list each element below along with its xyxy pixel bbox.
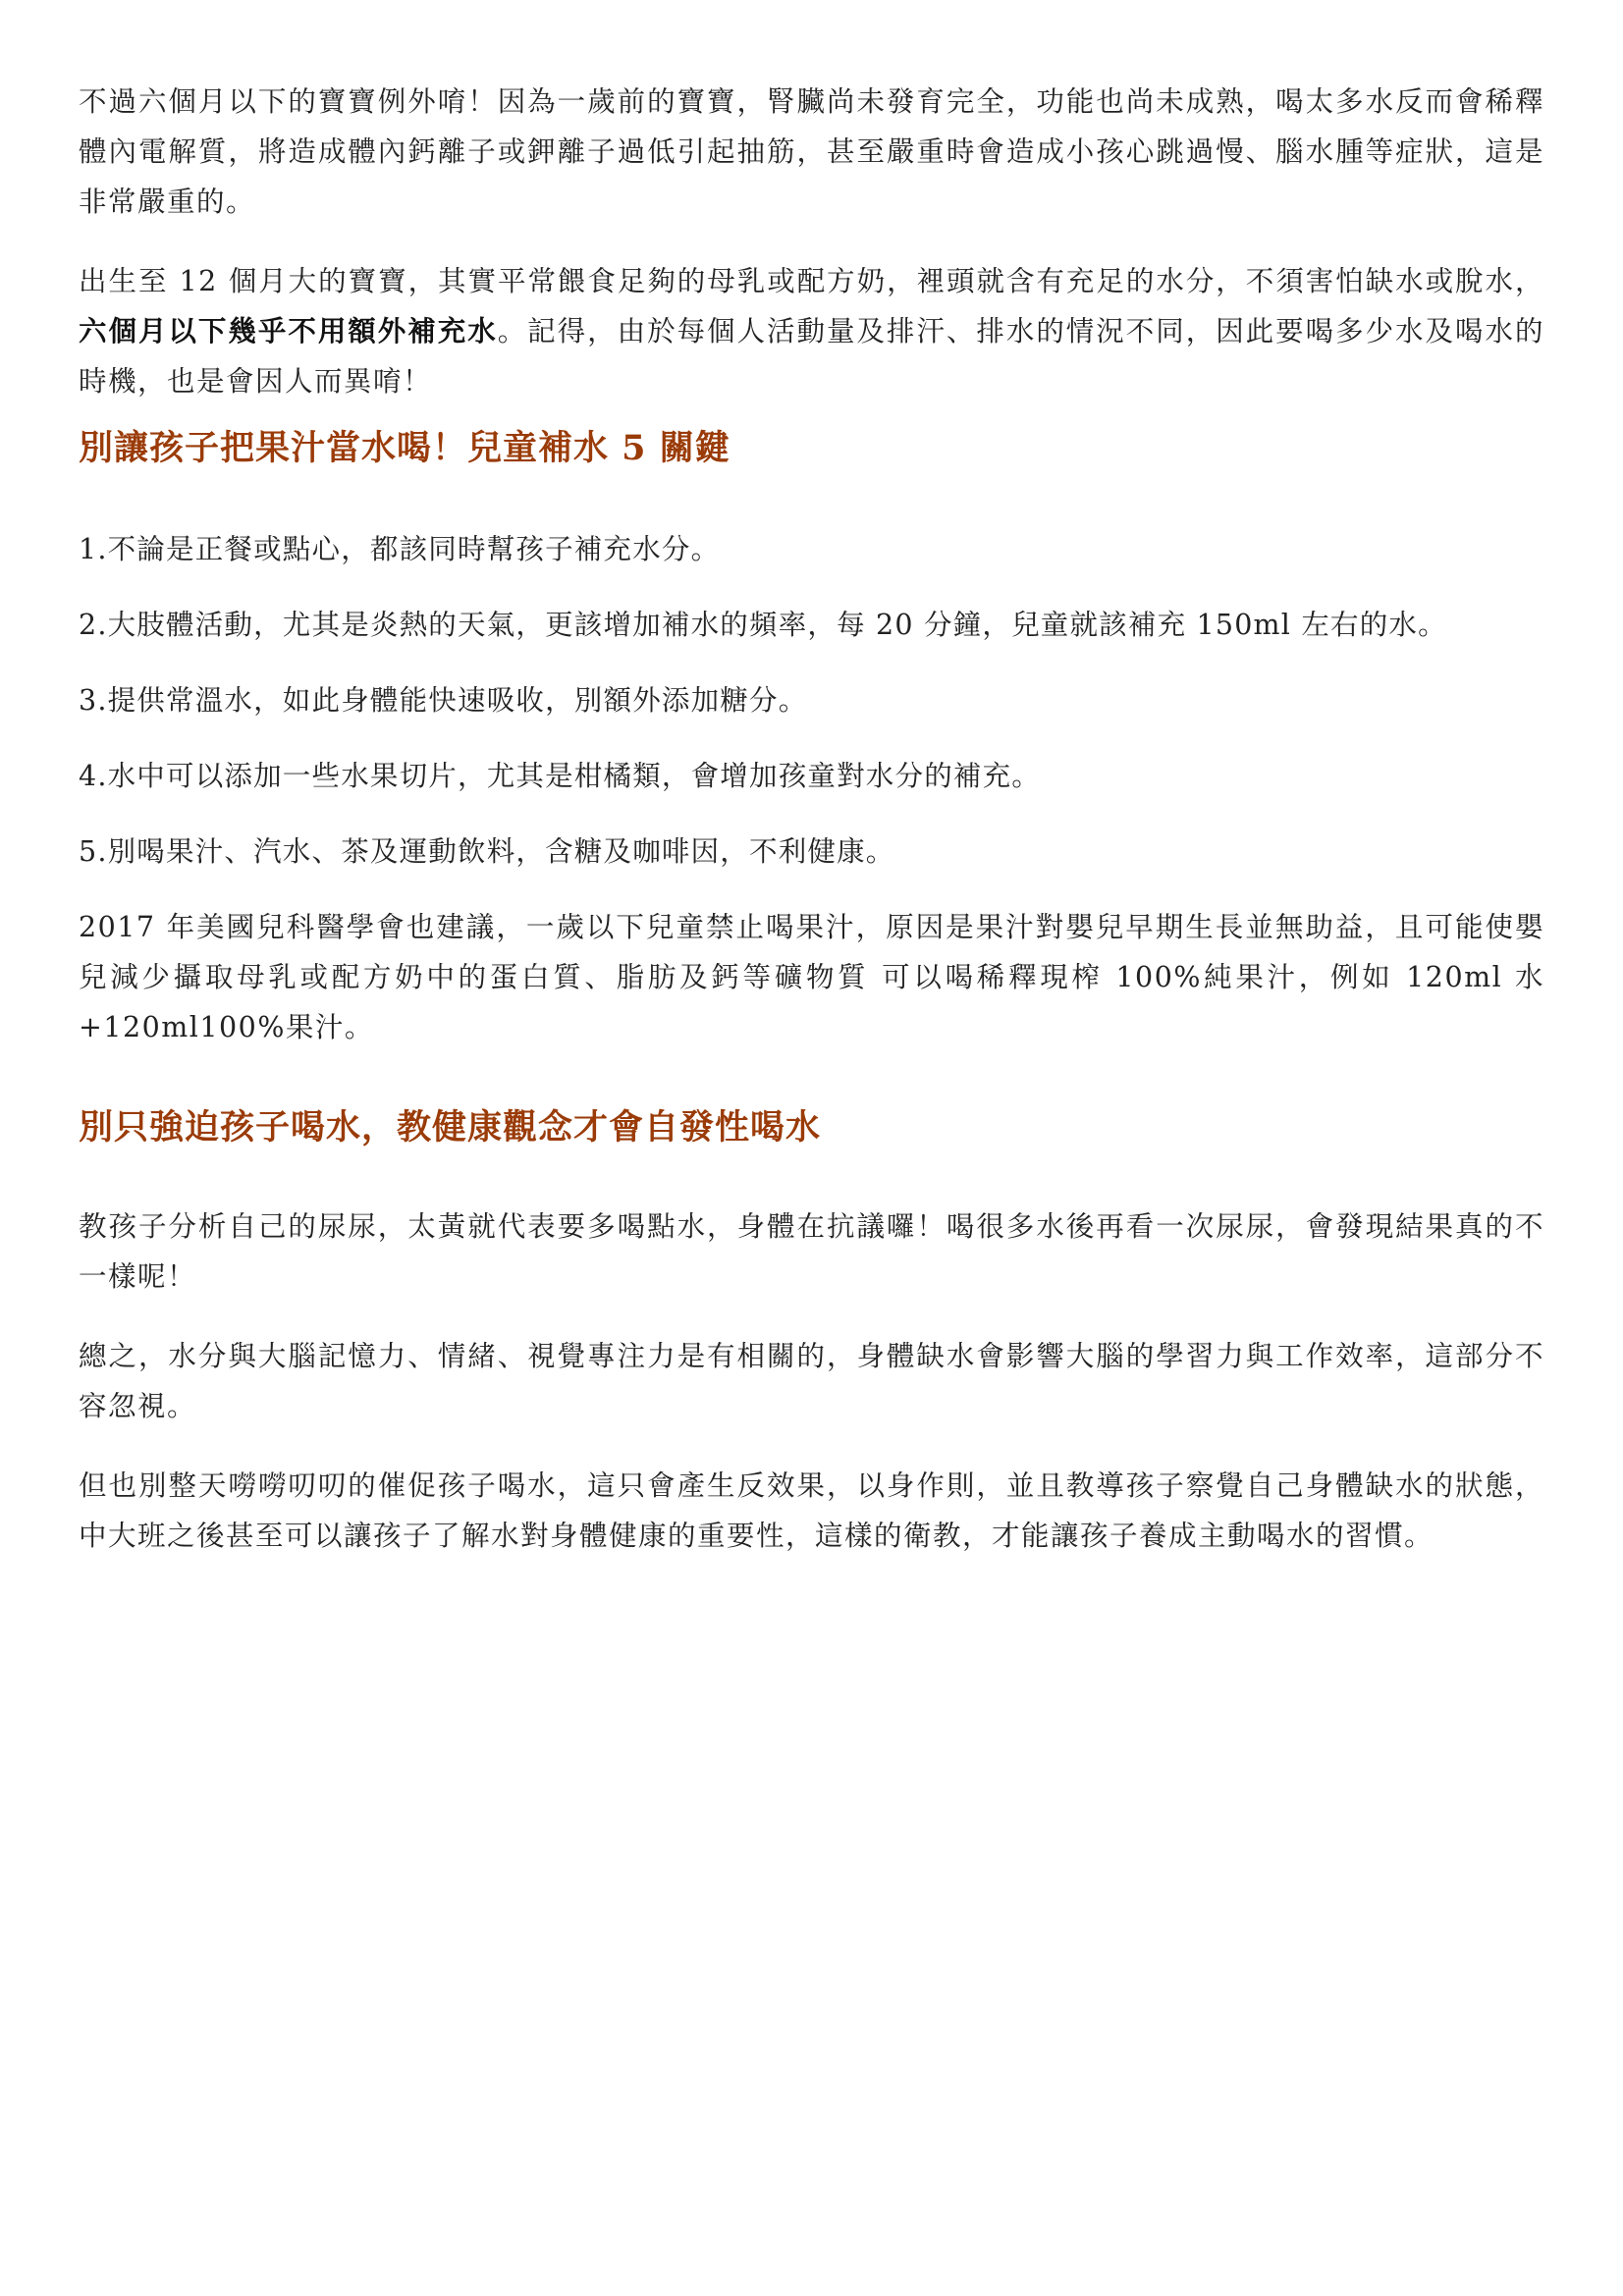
list-item: 2.大肢體活動，尤其是炎熱的天氣，更該增加補水的頻率，每 20 分鐘，兒童就該補充 150ml 左右的水。 <box>79 609 1447 641</box>
paragraph-infant-water-warning: 不過六個月以下的寶寶例外唷！因為一歲前的寶寶，腎臟尚未發育完全，功能也尚未成熟，喝太多水反而會稀釋體內電解質，將造成體內鈣離子或鉀離子過低引起抽筋，甚至嚴重時會造成小孩心跳過慢、腦水腫等症狀，這是非常嚴重的。 <box>79 85 1544 218</box>
list-item: 5.別喝果汁、汽水、茶及運動飲料，含糖及咖啡因，不利健康。 <box>79 835 895 868</box>
paragraph-infant-milk-hydration <box>79 256 1544 406</box>
paragraph-brain-hydration: 總之，水分與大腦記憶力、情緒、視覺專注力是有相關的，身體缺水會影響大腦的學習力與工作效率，這部分不容忽視。 <box>79 1340 1544 1422</box>
list-item: 4.水中可以添加一些水果切片，尤其是柑橘類，會增加孩童對水分的補充。 <box>79 760 1041 792</box>
section-heading-hydration-tips: 別讓孩子把果汁當水喝！兒童補水 5 關鍵 <box>79 428 730 468</box>
list-item: 3.提供常溫水，如此身體能快速吸收，別額外添加糖分。 <box>79 684 808 717</box>
paragraph-aap-juice-advice: 2017 年美國兒科醫學會也建議，一歲以下兒童禁止喝果汁，原因是果汁對嬰兒早期生長並無助益，且可能使嬰兒減少攝取母乳或配方奶中的蛋白質、脂肪及鈣等礦物質 可以喝稀釋現榨 100%純果汁，例如 120ml 水+120ml100%果汁。 <box>79 911 1544 1043</box>
section-heading-health-education: 別只強迫孩子喝水，教健康觀念才會自發性喝水 <box>79 1107 822 1148</box>
hydration-tips-list <box>79 524 1544 877</box>
paragraph-text: 。記得，由於每個人活動量及排汗、排水的情況不同，因此要喝多少水及喝水的時機，也是會因人而異唷！ <box>79 315 1544 398</box>
list-item: 1.不論是正餐或點心，都該同時幫孩子補充水分。 <box>79 533 721 565</box>
emphasis-text: 六個月以下幾乎不用額外補充水 <box>79 314 498 347</box>
paragraph-lead-by-example: 但也別整天嘮嘮叨叨的催促孩子喝水，這只會產生反效果，以身作則，並且教導孩子察覺自己身體缺水的狀態，中大班之後甚至可以讓孩子了解水對身體健康的重要性，這樣的衛教，才能讓孩子養成主動喝水的習慣。 <box>79 1469 1544 1552</box>
paragraph-text: 出生至 12 個月大的寶寶，其實平常餵食足夠的母乳或配方奶，裡頭就含有充足的水分，不須害怕缺水或脫水， <box>79 265 1544 297</box>
paragraph-urine-check: 教孩子分析自己的尿尿，太黃就代表要多喝點水，身體在抗議囉！喝很多水後再看一次尿尿，會發現結果真的不一樣呢！ <box>79 1210 1544 1293</box>
